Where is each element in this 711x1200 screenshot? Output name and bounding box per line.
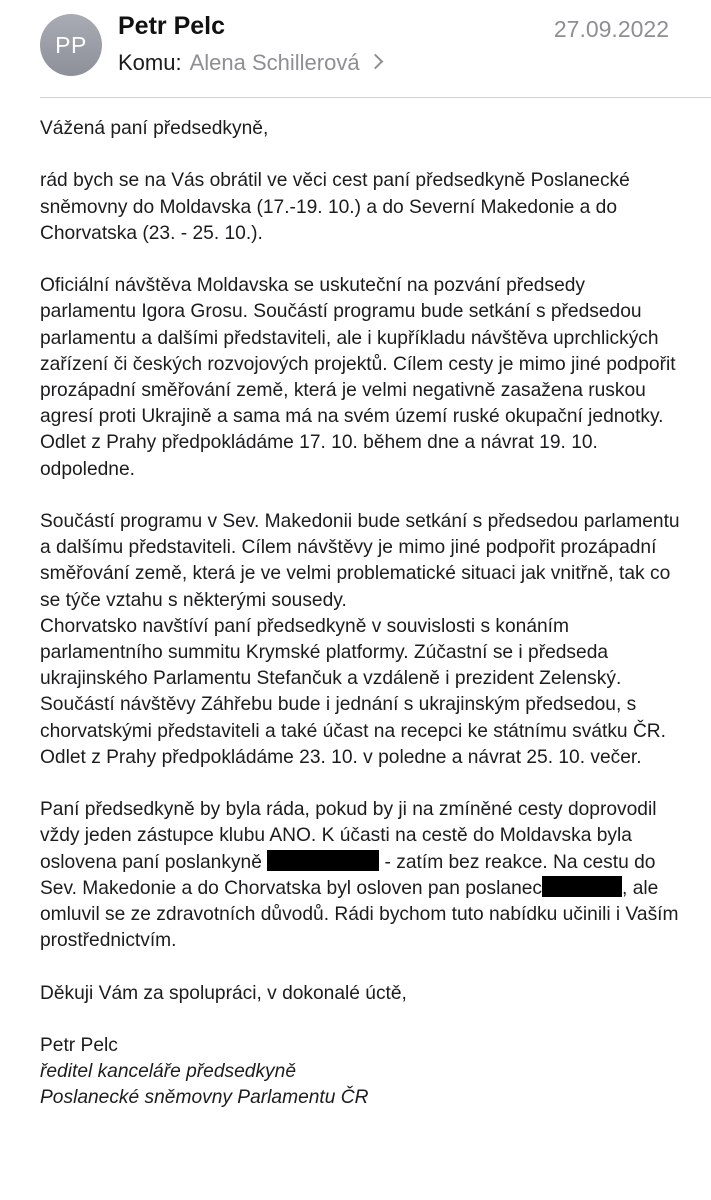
to-label: Komu: (118, 50, 182, 75)
recipient-name[interactable]: Alena Schillerová (189, 50, 360, 75)
header-divider (40, 97, 711, 98)
paragraph-moldova: Oficiální návštěva Moldavska se uskuteční na pozvání předsedy parlamentu Igora Grosu. Součástí programu bude setkání s předsedou parlamentu a dalšími představiteli, ale i kupříkladu návštěva uprchlických zařízení či českých rozvojových projektů. Cílem cesty je mimo jiné podpořit prozápadní směřování země, která je velmi negativně zasažena ruskou agresí proti Ukrajině a sama má na svém území ruské okupační jednotky. Odlet z Prahy předpokládáme 17. 10. během dne a návrat 19. 10. odpoledne. (40, 275, 676, 480)
recipient-line[interactable] (118, 50, 381, 76)
invitation-text-b: - zatím bez reakce. Na cestu do Sev. Makedonie a do Chorvatska byl osloven pan poslanec (40, 851, 656, 899)
redaction-block (267, 850, 379, 871)
email-header (0, 0, 711, 98)
email-body (40, 116, 680, 1112)
closing-line: Děkuji Vám za spolupráci, v dokonalé úctě, (40, 982, 407, 1004)
greeting: Vážená paní předsedkyně, (40, 118, 269, 139)
sender-name[interactable]: Petr Pelc (118, 12, 226, 40)
redaction-block (542, 876, 622, 897)
signature-org: Poslanecké sněmovny Parlamentu ČR (40, 1087, 369, 1109)
invitation-text-a: Paní předsedkyně by byla ráda, pokud by ji na zmíněné cesty doprovodil vždy jeden zástupce klubu ANO. K účasti na cestě do Moldavska byla oslovena paní poslankyně (40, 799, 657, 873)
paragraph-macedonia: Součástí programu v Sev. Makedonii bude setkání s předsedou parlamentu a dalšímu představiteli. Cílem návštěvy je mimo jiné podpořit prozápadní směřování země, která je ve velmi problematické situaci jak vnitřně, tak co se týče vztahu s některými sousedy. (40, 511, 680, 611)
email-date: 27.09.2022 (553, 16, 669, 42)
paragraph-intro: rád bych se na Vás obrátil ve věci cest paní předsedkyně Poslanecké sněmovny do Moldavska (17.-19. 10.) a do Severní Makedonie a do Chorvatska (23. - 25. 10.). (40, 170, 630, 244)
paragraph-croatia: Chorvatsko navštíví paní předsedkyně v souvislosti s konáním parlamentního summitu Krymské platformy. Zúčastní se i předseda ukrajinského Parlamentu Stefančuk a vzdáleně i prezident Zelenský. Součástí návštěvy Záhřebu bude i jednání s ukrajinským předsedou, s chorvatskými představiteli a také účast na recepci ke státnímu svátku ČR. Odlet z Prahy předpokládáme 23. 10. v poledne a návrat 25. 10. večer. (40, 615, 666, 768)
invitation-text-c: , ale omluvil se ze zdravotních důvodů. Rádi bychom tuto nabídku učinili i Vaším prostřednictvím. (40, 877, 679, 952)
chevron-right-icon[interactable] (367, 54, 383, 70)
signature-name: Petr Pelc (40, 1035, 118, 1057)
avatar[interactable]: PP (40, 14, 102, 76)
signature-title: ředitel kanceláře předsedkyně (40, 1061, 296, 1083)
paragraph-invitation (40, 797, 680, 954)
